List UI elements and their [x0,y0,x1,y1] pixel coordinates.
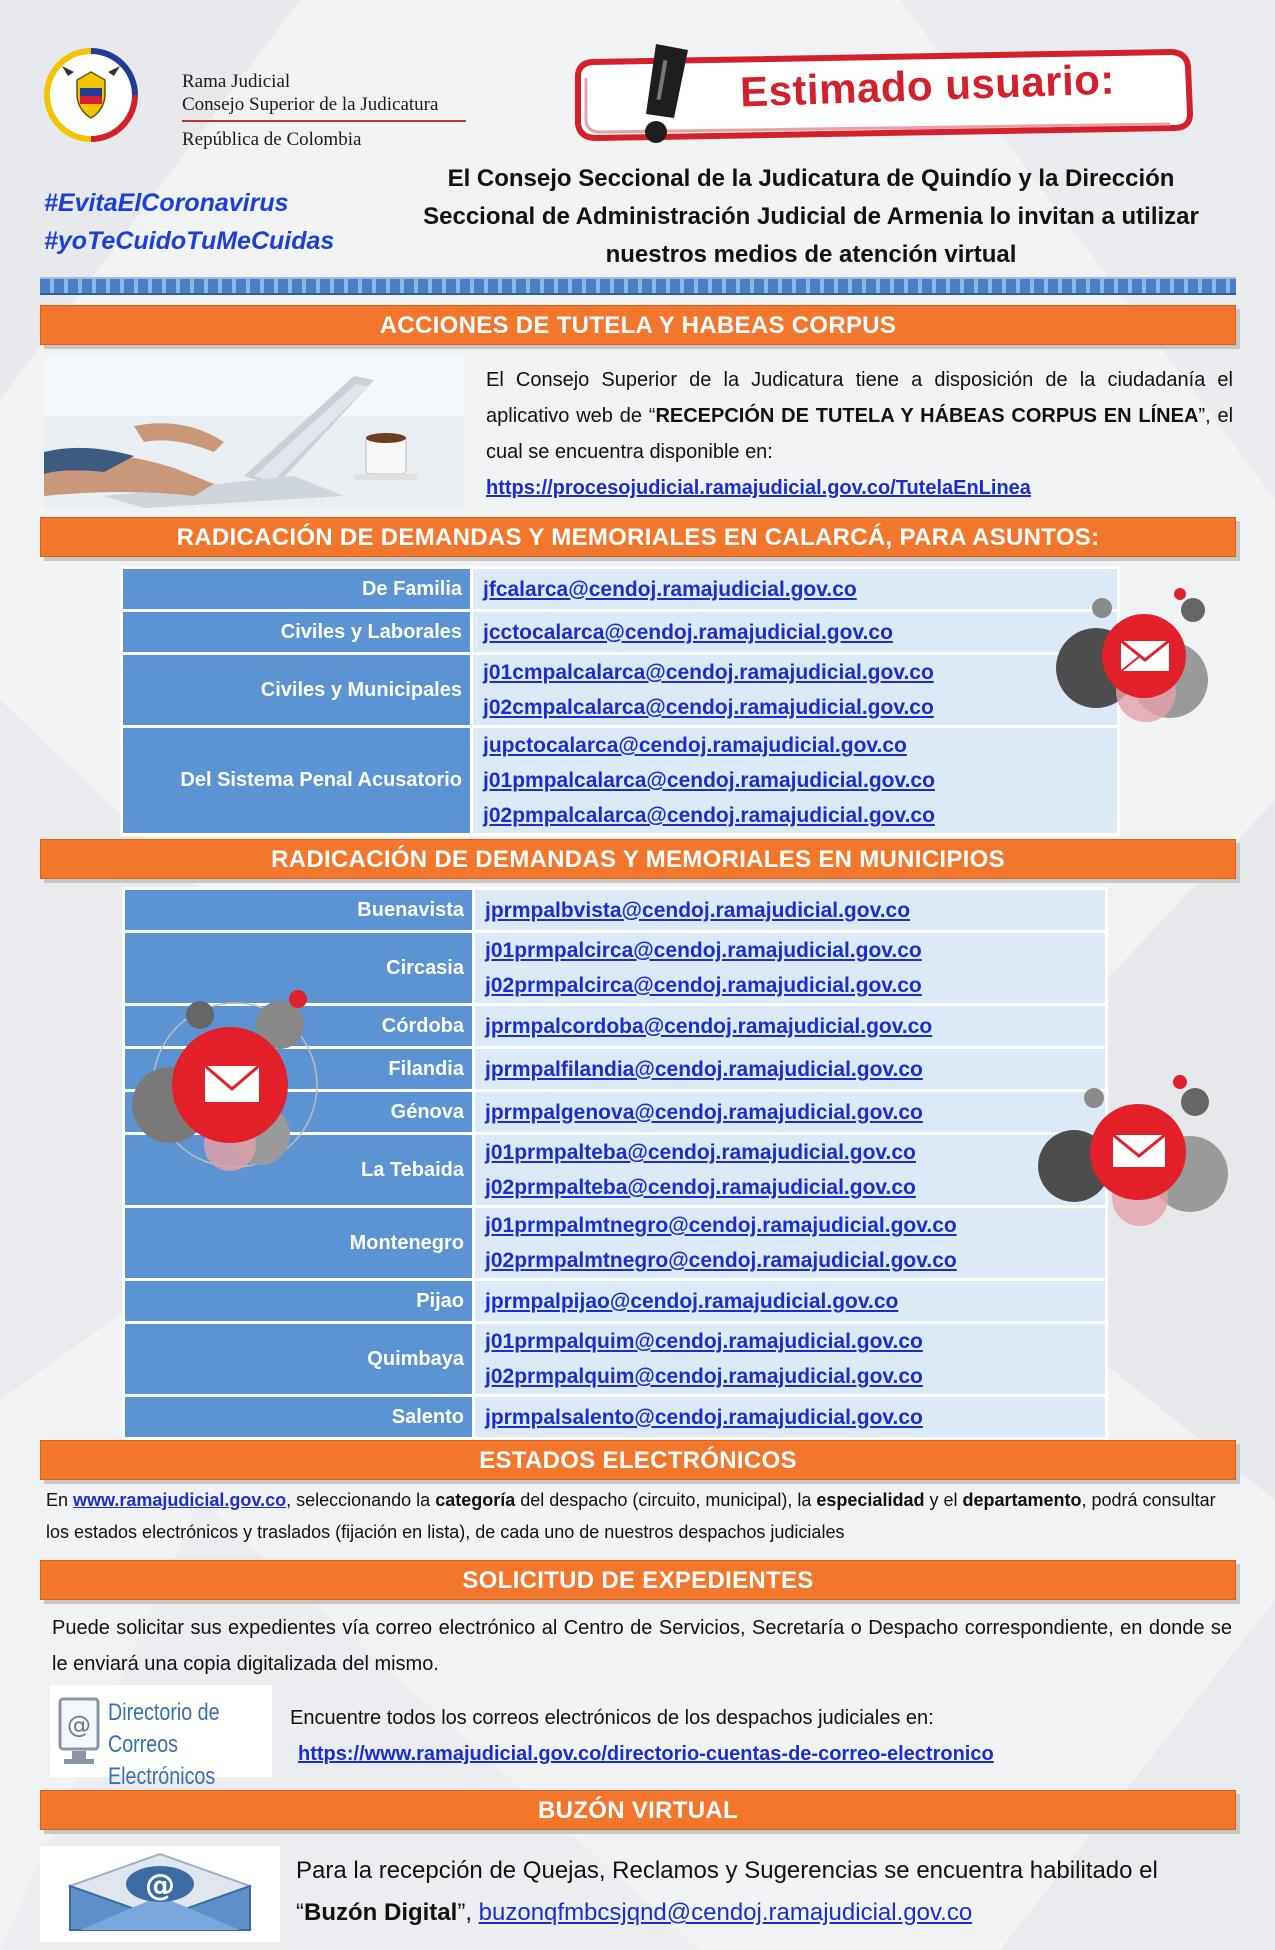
intro-line1: El Consejo Seccional de la Judicatura de Quindío y la Dirección [447,165,1175,192]
monitor-at-icon [56,1695,102,1767]
directorio-line2: Electrónicos [108,1763,216,1790]
email-link[interactable]: jupctocalarca@cendoj.ramajudicial.gov.co [483,734,907,757]
institution-line2: Consejo Superior de la Judicatura [182,94,439,115]
section-header-municipios: RADICACIÓN DE DEMANDAS Y MEMORIALES EN MUNICIPIOS [40,839,1236,879]
row-emails [474,1005,1107,1048]
directorio-text [290,1700,1230,1772]
buzon-description [296,1850,1236,1934]
buzon-email-link[interactable]: buzonqfmbcsjqnd@cendoj.ramajudicial.gov.co [478,1899,973,1926]
row-emails [474,1091,1107,1134]
email-link[interactable]: j02pmpalcalarca@cendoj.ramajudicial.gov.co [483,804,935,827]
intro-line2: Seccional de Administración Judicial de Armenia lo invitan a utilizar [423,203,1199,230]
banner-title: Estimado usuario: [739,55,1116,116]
hashtags [44,184,334,260]
email-link[interactable]: jcctocalarca@cendoj.ramajudicial.gov.co [483,620,893,644]
svg-text:@: @ [145,1868,175,1903]
svg-text:@: @ [67,1711,91,1739]
estados-t4: y el [924,1490,963,1510]
laptop-photo [44,356,464,508]
email-link[interactable]: j01prmpalteba@cendoj.ramajudicial.gov.co [485,1141,916,1164]
expedientes-description: Puede solicitar sus expedientes vía correo electrónico al Centro de Servicios, Secretaría o Despacho correspondiente, en donde se le enviará una copia digitalizada del mismo. [52,1617,1232,1675]
row-label: Del Sistema Penal Acusatorio [122,727,472,835]
section-header-buzon: BUZÓN VIRTUAL [40,1790,1236,1830]
row-label: Quimbaya [124,1323,474,1396]
email-link[interactable]: j01prmpalquim@cendoj.ramajudicial.gov.co [485,1330,923,1353]
table-row [122,654,1119,727]
tutela-link[interactable]: https://procesojudicial.ramajudicial.gov.co/TutelaEnLinea [486,477,1031,499]
email-link[interactable]: j01prmpalmtnegro@cendoj.ramajudicial.gov.co [485,1214,957,1237]
envelope-bubble-icon [1030,1070,1240,1240]
section-header-estados: ESTADOS ELECTRÓNICOS [40,1440,1236,1480]
table-row [122,611,1119,654]
email-link[interactable]: jfcalarca@cendoj.ramajudicial.gov.co [483,577,857,601]
envelope-bubble-icon [1050,582,1230,722]
email-link[interactable]: j02prmpalteba@cendoj.ramajudicial.gov.co [485,1176,916,1199]
row-emails [474,1048,1107,1091]
colombia-seal-logo [44,48,138,142]
tutela-text-after: ”, el cual se encuentra disponible en: [486,405,1234,463]
buzon-bold: Buzón Digital [304,1899,458,1926]
row-label: La Tebaida [124,1134,474,1207]
estados-b2: especialidad [816,1490,925,1510]
row-label: Salento [124,1396,474,1439]
institution-line3: República de Colombia [182,129,362,150]
email-link[interactable]: jprmpalcordoba@cendoj.ramajudicial.gov.co [485,1014,933,1038]
directorio-link[interactable]: https://www.ramajudicial.gov.co/directorio-cuentas-de-correo-electronico [298,1743,994,1765]
row-label: Filandia [124,1048,474,1091]
intro-text [380,160,1242,274]
section-header-calarca: RADICACIÓN DE DEMANDAS Y MEMORIALES EN CALARCÁ, PARA ASUNTOS: [40,517,1236,557]
section-header-tutela: ACCIONES DE TUTELA Y HABEAS CORPUS [40,305,1236,345]
buzon-text: Para la recepción de Quejas, Reclamos y Sugerencias se encuentra habilitado el “ [296,1857,1158,1926]
table-row [124,889,1107,932]
directorio-badge [50,1685,272,1790]
estados-b3: departamento [962,1490,1082,1510]
estados-t2: , seleccionando la [286,1490,436,1510]
directorio-line1: Directorio de Correos [108,1699,220,1758]
row-emails [472,654,1119,727]
email-link[interactable]: jprmpalgenova@cendoj.ramajudicial.gov.co [485,1100,923,1124]
tutela-description [486,362,1233,506]
row-label: Circasia [124,932,474,1005]
table-row [124,1323,1107,1396]
email-link[interactable]: jprmpalbvista@cendoj.ramajudicial.gov.co [485,898,911,922]
table-row [122,727,1119,835]
estados-b1: categoría [435,1490,516,1510]
directorio-description: Encuentre todos los correos electrónicos de los despachos judiciales en: [290,1707,934,1729]
email-link[interactable]: j01pmpalcalarca@cendoj.ramajudicial.gov.co [483,769,935,792]
row-emails [472,611,1119,654]
ramajudicial-link[interactable]: www.ramajudicial.gov.co [73,1490,287,1510]
email-link[interactable]: j02cmpalcalarca@cendoj.ramajudicial.gov.co [483,696,934,719]
email-link[interactable]: j02prmpalcirca@cendoj.ramajudicial.gov.co [485,974,922,997]
institution-line1: Rama Judicial [182,71,291,92]
email-link[interactable]: j02prmpalmtnegro@cendoj.ramajudicial.gov.co [485,1249,957,1272]
row-emails [472,727,1119,835]
institution-divider [182,120,466,122]
hashtag-cuidado: #yoTeCuidoTuMeCuidas [44,227,335,255]
table-row [124,1280,1107,1323]
row-label: Córdoba [124,1005,474,1048]
row-emails [474,1207,1107,1280]
row-label: De Familia [122,568,472,611]
estados-t5: , podrá consultar los estados electrónicos y traslados (fijación en lista), de cada uno de nuestros despachos judiciales [46,1490,1216,1542]
email-envelope-icon [40,1846,280,1942]
email-link[interactable]: jprmpalfilandia@cendoj.ramajudicial.gov.co [485,1057,923,1081]
section-header-expedientes: SOLICITUD DE EXPEDIENTES [40,1560,1236,1600]
estados-t3: del despacho (circuito, municipal), la [515,1490,817,1510]
decorative-divider [40,277,1236,295]
email-link[interactable]: j01cmpalcalarca@cendoj.ramajudicial.gov.co [483,661,934,684]
tutela-text-before: El Consejo Superior de la Judicatura tiene a disposición de la ciudadanía el aplicativo web de “ [486,369,1233,427]
calarca-email-table [120,566,1120,836]
email-link[interactable]: jprmpalpijao@cendoj.ramajudicial.gov.co [485,1289,899,1313]
row-emails [474,1280,1107,1323]
row-emails [474,889,1107,932]
estados-description [46,1484,1231,1548]
row-label: Civiles y Laborales [122,611,472,654]
table-row [124,1396,1107,1439]
intro-line3: nuestros medios de atención virtual [605,241,1017,268]
row-emails [474,1134,1107,1207]
buzon-text2: ”, [457,1899,479,1926]
table-row [124,1207,1107,1280]
row-label: Génova [124,1091,474,1134]
tutela-text-bold: RECEPCIÓN DE TUTELA Y HÁBEAS CORPUS EN LÍNEA [655,405,1199,427]
email-link[interactable]: j02prmpalquim@cendoj.ramajudicial.gov.co [485,1365,923,1388]
row-label: Civiles y Municipales [122,654,472,727]
institution-name [182,70,466,151]
email-link[interactable]: jprmpalsalento@cendoj.ramajudicial.gov.co [485,1405,923,1429]
row-emails [474,1396,1107,1439]
directorio-label [108,1697,242,1793]
row-emails [474,932,1107,1005]
table-row [122,568,1119,611]
row-label: Pijao [124,1280,474,1323]
row-emails [474,1323,1107,1396]
estados-t1: En [46,1490,74,1510]
envelope-bubble-icon [130,985,340,1175]
row-label: Buenavista [124,889,474,932]
hashtag-coronavirus: #EvitaElCoronavirus [44,189,289,217]
email-link[interactable]: j01prmpalcirca@cendoj.ramajudicial.gov.co [485,939,922,962]
row-label: Montenegro [124,1207,474,1280]
row-emails [472,568,1119,611]
